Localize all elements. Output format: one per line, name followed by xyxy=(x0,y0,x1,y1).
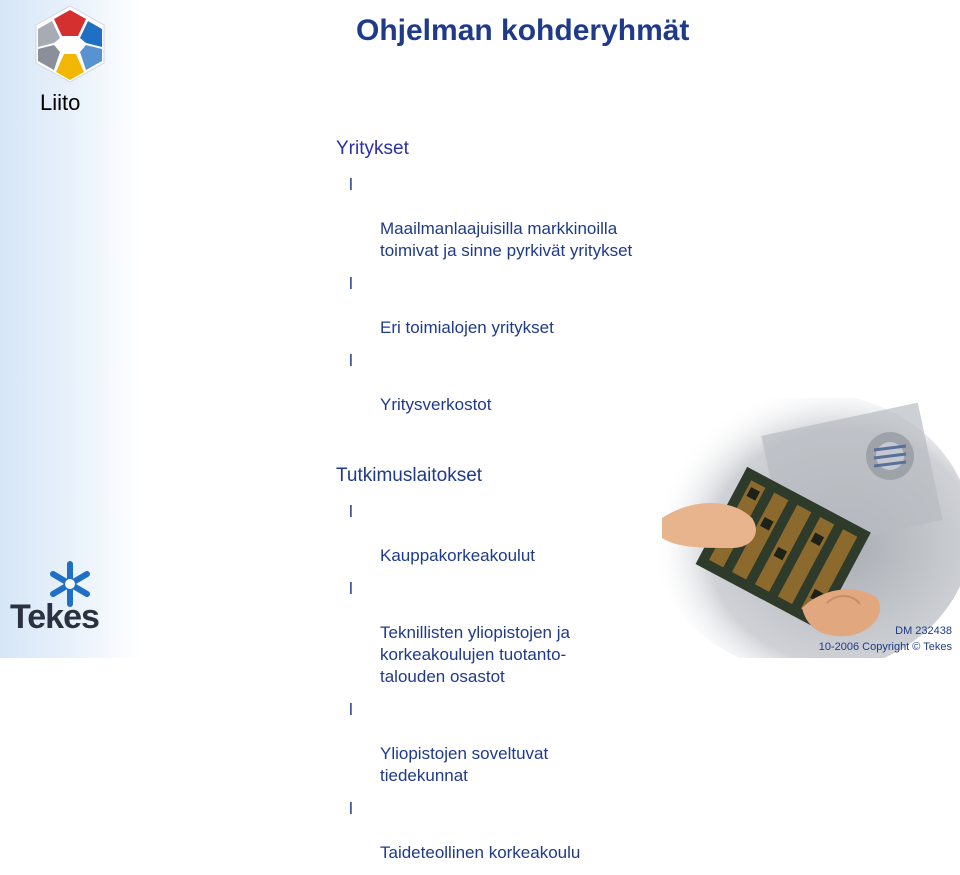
list-item-text: Eri toimialojen yritykset xyxy=(380,318,554,337)
bullet-marker: l xyxy=(349,579,353,598)
section-heading: Yritykset xyxy=(336,138,409,159)
list-item-text: Taideteollinen korkeakoulu xyxy=(380,843,581,862)
list-item-text: Yliopistojen soveltuvat tiedekunnat xyxy=(380,744,549,785)
circuit-board-hands-photo xyxy=(622,398,960,658)
list-item xyxy=(336,798,676,864)
list-item xyxy=(336,273,676,339)
bullet-marker: l xyxy=(349,351,353,370)
bullet-marker: l xyxy=(349,799,353,818)
bullet-list xyxy=(336,174,676,416)
liito-hexagon-logo-icon xyxy=(28,2,112,86)
section-heading: Tutkimuslaitokset xyxy=(336,465,483,486)
list-item-text: Teknillisten yliopistojen ja korkeakoulujen tuotanto- talouden osastot xyxy=(380,623,570,686)
bullet-marker: l xyxy=(349,502,353,521)
tekes-label: Tekes xyxy=(10,598,99,636)
bullet-marker: l xyxy=(349,175,353,194)
liito-label: Liito xyxy=(40,90,81,115)
bullet-marker: l xyxy=(349,274,353,293)
list-item xyxy=(336,699,676,787)
list-item-text: Yritysverkostot xyxy=(380,395,492,414)
list-item xyxy=(336,174,676,262)
list-item-text: Maailmanlaajuisilla markkinoilla toimivat ja sinne pyrkivät yritykset xyxy=(380,219,633,260)
section-yritykset xyxy=(336,138,676,416)
copyright-notice: 10-2006 Copyright © Tekes xyxy=(818,641,952,653)
page-title: Ohjelman kohderyhmät xyxy=(356,14,690,47)
list-item-text: Kauppakorkeakoulut xyxy=(380,546,536,565)
document-id: DM 232438 xyxy=(895,625,952,637)
bullet-marker: l xyxy=(349,700,353,719)
